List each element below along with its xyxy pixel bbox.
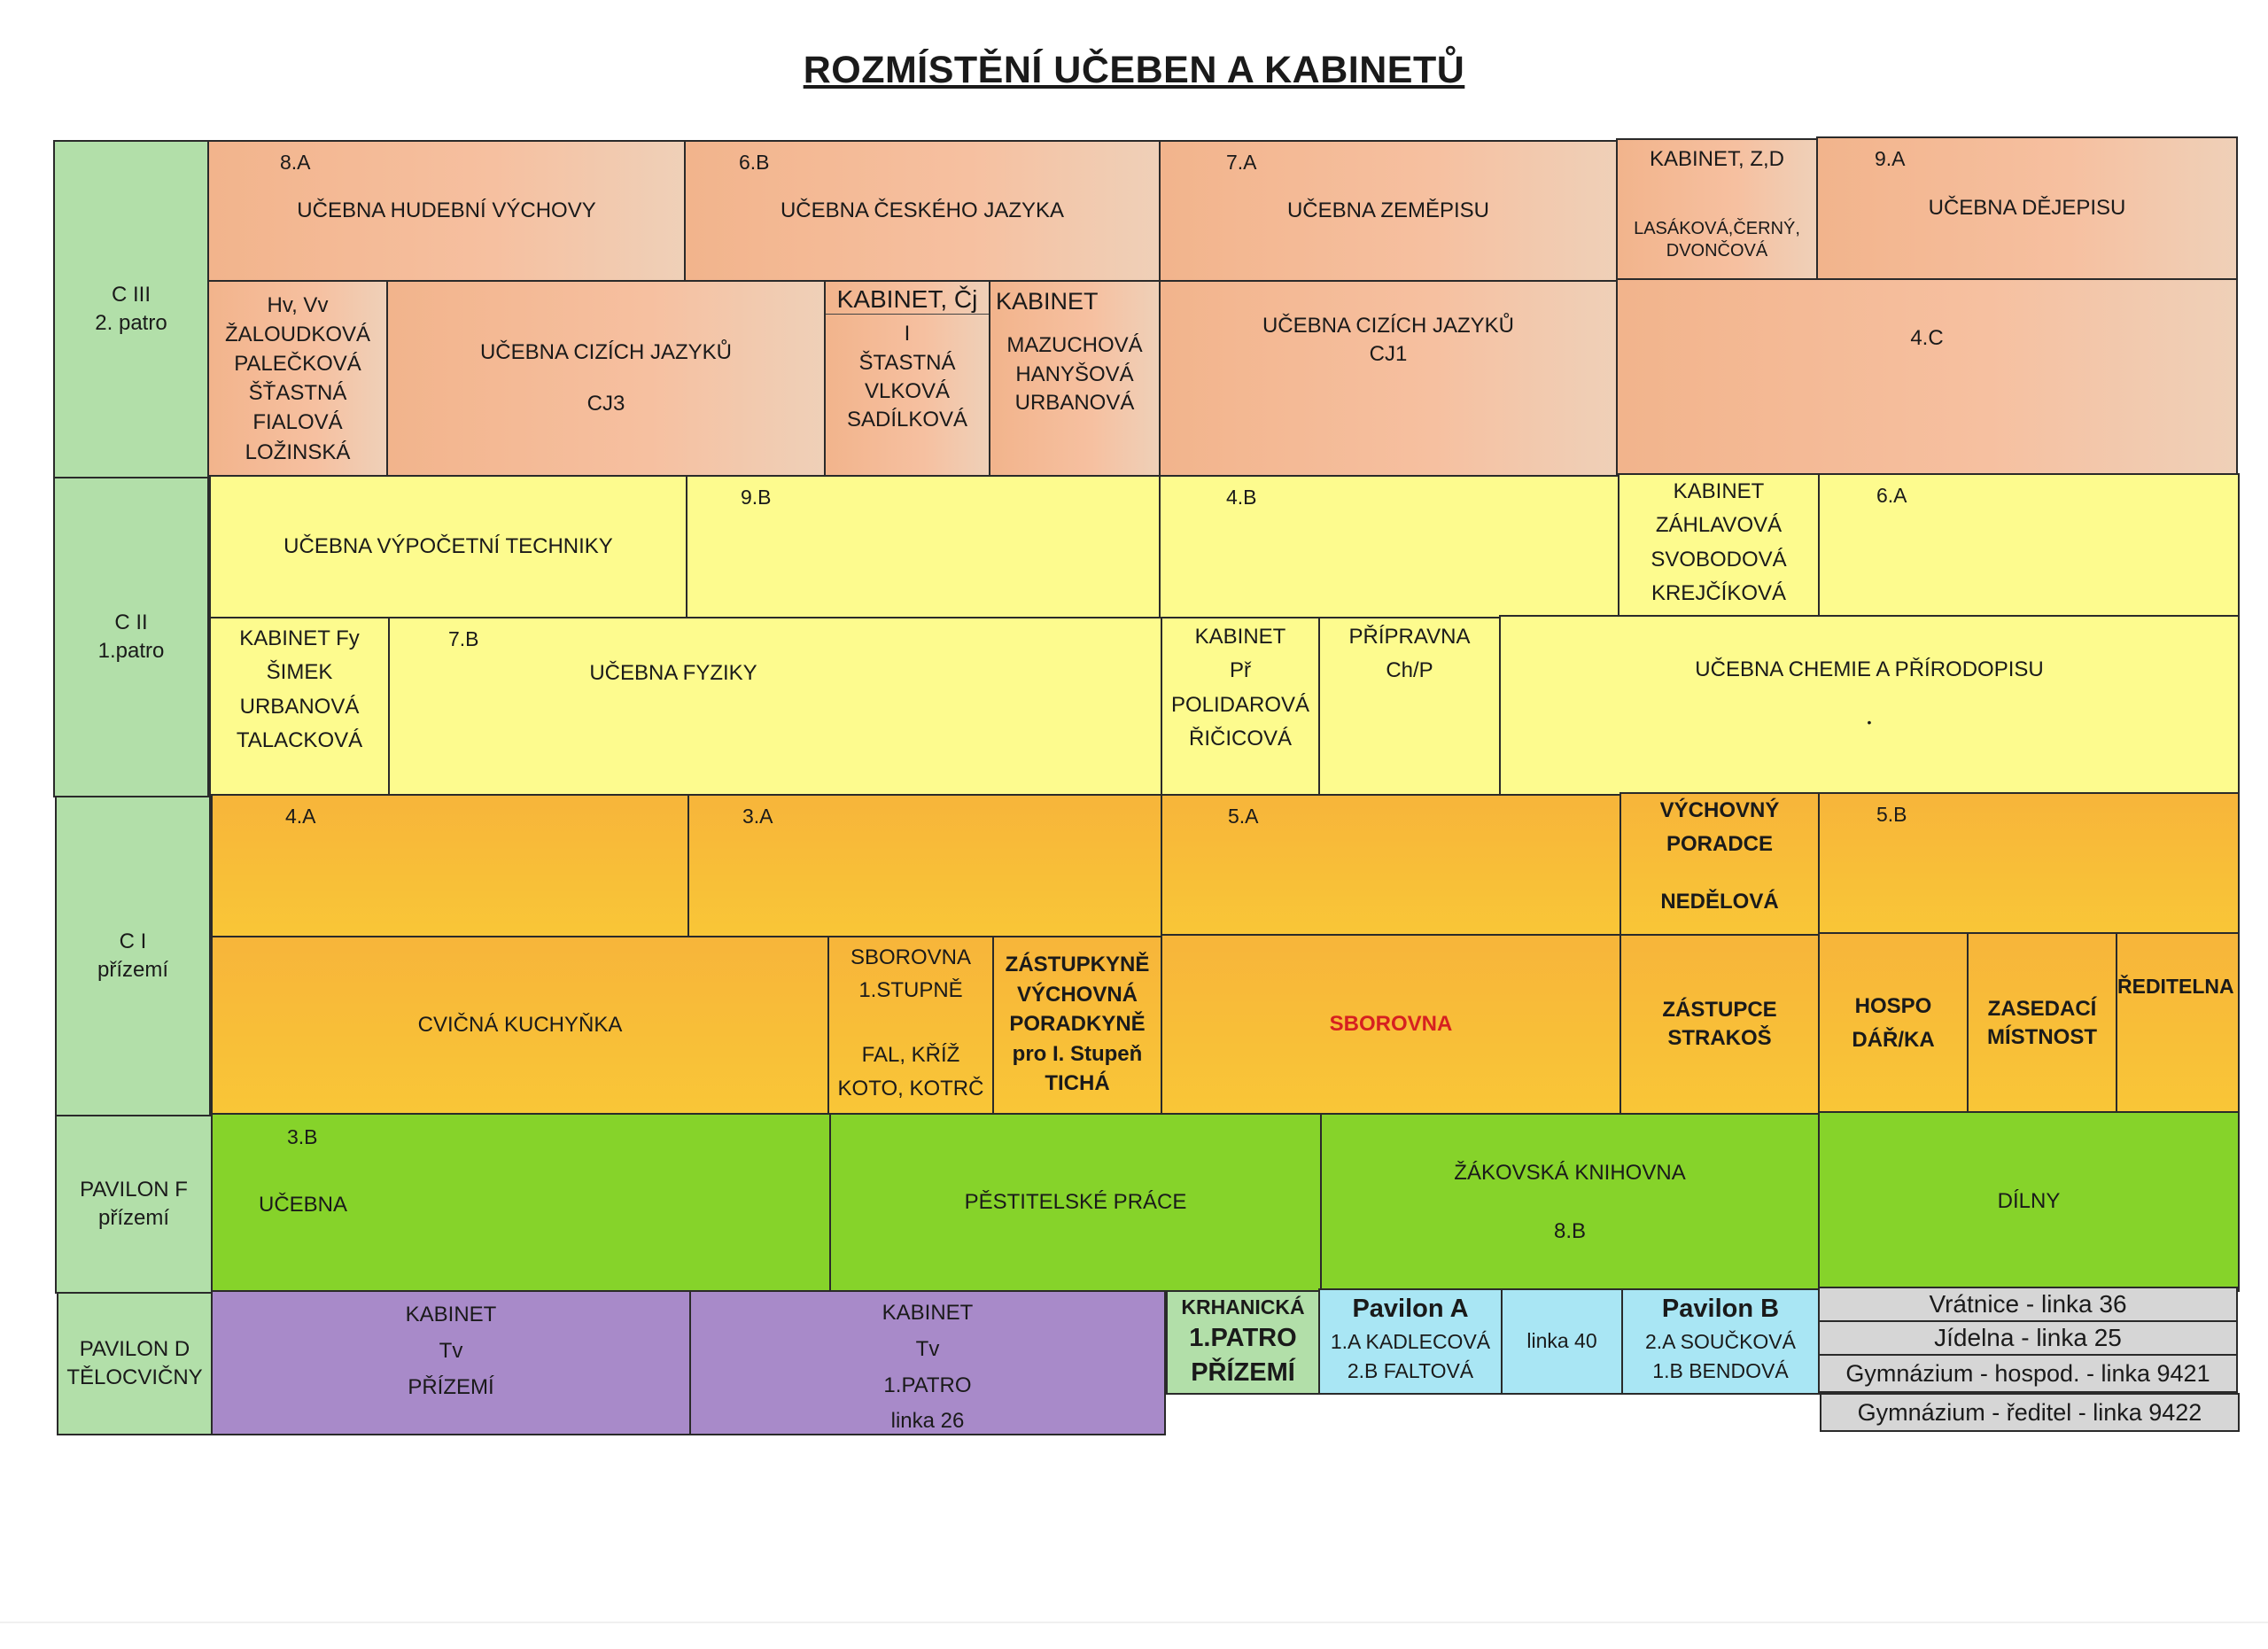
zastupkyne-1-stupen (992, 936, 1162, 1115)
class-tag: 5.A (1228, 805, 1259, 828)
room-label: UČEBNA (259, 1193, 348, 1217)
room-label: ŽÁKOVSKÁ KNIHOVNA (1454, 1161, 1686, 1185)
room-cizi-jazyky-cj3 (386, 280, 826, 477)
room-label: UČEBNA FYZIKY (589, 661, 757, 685)
phone-vratnice (1818, 1287, 2238, 1322)
cabinet-line: KRHANICKÁ (1181, 1295, 1305, 1318)
cabinet-mazuchova (989, 280, 1161, 477)
cabinet-prirodopis (1161, 617, 1320, 796)
room-label: SBOROVNA (1329, 1011, 1453, 1036)
room-label: UČEBNA CIZÍCH JAZYKŮ (1262, 314, 1515, 338)
room-vypocetni-technika (209, 475, 687, 618)
room-4c (1616, 278, 2238, 477)
pripravna (1318, 617, 1501, 796)
class-tag: 3.A (742, 805, 773, 828)
cabinet-line: Tv (439, 1338, 463, 1363)
cabinet-title: KABINET, Z,D (1649, 147, 1785, 171)
cabinet-line: ŘIČICOVÁ (1188, 727, 1292, 751)
cabinet-title: KABINET, Čj (826, 285, 989, 315)
cabinet-line: ZÁHLAVOVÁ (1655, 513, 1783, 538)
class-tag: 4.B (1226, 486, 1257, 509)
room-hudebni-vychova (207, 140, 686, 282)
cabinet-line: FIALOVÁ (252, 410, 343, 435)
room-cesky-jazyk (684, 140, 1161, 282)
room-zemepis (1159, 140, 1618, 282)
phone-label: Jídelna - linka 25 (1934, 1324, 2122, 1352)
class-tag: 3.B (287, 1125, 318, 1148)
room-label: CVIČNÁ KUCHYŇKA (417, 1012, 623, 1037)
pavilon-title: Pavilon A (1352, 1295, 1469, 1323)
room-chemie-prirodopis (1499, 615, 2240, 796)
phone-gymnazium-hospod (1818, 1354, 2238, 1393)
cabinet-line: PŘÍZEMÍ (1191, 1358, 1295, 1388)
cabinet-line: KABINET Fy (239, 626, 360, 650)
room-label: UČEBNA CIZÍCH JAZYKŮ (479, 339, 733, 364)
cabinet-line: Př (1230, 658, 1251, 683)
cabinet-line: Ch/P (1386, 658, 1433, 683)
cabinet-line: ŠŤASTNÁ (248, 381, 347, 406)
room-label: linka 40 (1526, 1329, 1597, 1353)
pestitelske-prace (829, 1113, 1322, 1292)
room-cizi-jazyky-cj1 (1159, 280, 1618, 477)
cabinet-line: ZÁSTUPCE (1662, 997, 1777, 1022)
room-label: UČEBNA HUDEBNÍ VÝCHOVY (297, 198, 596, 222)
room-6a (1818, 473, 2240, 618)
cabinet-line: 1.PATRO (1189, 1324, 1297, 1353)
cabinet-line: 1.PATRO (883, 1373, 972, 1397)
cabinet-line: URBANOVÁ (1014, 391, 1135, 416)
cabinet-line: ZASEDACÍ (1987, 996, 2097, 1021)
room-label: UČEBNA DĚJEPISU (1928, 195, 2126, 220)
cabinet-line: DÁŘ/KA (1852, 1028, 1935, 1052)
hospodarka (1818, 932, 1969, 1115)
floor-label-c2 (53, 477, 209, 797)
class-tag: 9.B (741, 486, 772, 509)
reditelna (2116, 932, 2240, 1115)
pavilon-line: 2.B FALTOVÁ (1347, 1359, 1474, 1383)
floor-name: C I (119, 929, 147, 953)
class-tag: 8.A (280, 151, 311, 174)
room-code: CJ3 (586, 392, 625, 416)
cabinet-line: STRAKOŠ (1667, 1026, 1772, 1050)
room-3b-ucebna (211, 1113, 831, 1292)
cabinet-line: LOŽINSKÁ (245, 439, 351, 464)
room-code: 8.B (1553, 1219, 1587, 1244)
cabinet-fyzika (209, 617, 390, 796)
room-label: ŘEDITELNA (2117, 975, 2234, 998)
floor-name: PAVILON D (79, 1336, 190, 1361)
room-fyzika (388, 617, 1162, 796)
room-label: PĚSTITELSKÉ PRÁCE (964, 1189, 1187, 1214)
cabinet-line: ŠTASTNÁ (858, 350, 956, 375)
cabinet-line: SVOBODOVÁ (1651, 547, 1787, 572)
cabinet-line: ŠIMEK (266, 660, 333, 685)
cabinet-line: KABINET (882, 1301, 974, 1325)
cabinet-line: KABINET (1673, 479, 1765, 503)
class-tag: 4.A (285, 805, 316, 828)
floor-label-pavilon-d (57, 1292, 213, 1435)
zastupce (1619, 934, 1820, 1115)
cabinet-cj (824, 280, 990, 477)
room-code: CJ1 (1369, 342, 1408, 367)
room-4a (211, 794, 689, 937)
cabinet-line: HANYŠOVÁ (1015, 362, 1134, 386)
linka-40 (1501, 1288, 1623, 1395)
kabinet-tv-1-patro (689, 1290, 1166, 1435)
sborovna (1161, 934, 1621, 1115)
page-title: ROZMÍSTĚNÍ UČEBEN A KABINETŮ (803, 49, 1465, 91)
pavilon-line: 1.A KADLECOVÁ (1330, 1330, 1491, 1354)
vychovny-poradce (1619, 792, 1820, 936)
pavilon-line: 2.A SOUČKOVÁ (1644, 1330, 1796, 1354)
cabinet-line: ŽALOUDKOVÁ (224, 323, 371, 347)
cabinet-line: VÝCHOVNÁ (1016, 982, 1138, 1007)
class-tag: 5.B (1876, 803, 1907, 826)
room-label: DÍLNY (1997, 1188, 2061, 1213)
room-dejepis (1816, 136, 2238, 280)
room-5b (1818, 792, 2240, 936)
cabinet-line: MAZUCHOVÁ (1006, 333, 1143, 358)
zakovska-knihovna (1320, 1113, 1820, 1292)
dot-mark: • (1867, 715, 1872, 730)
floor-name: PAVILON F (80, 1177, 188, 1202)
floor-label-c1 (55, 796, 211, 1116)
cabinet-title: KABINET (996, 288, 1099, 315)
pavilon-b (1621, 1288, 1820, 1395)
cabinet-name: NEDĚLOVÁ (1660, 889, 1779, 914)
cabinet-line: PŘÍPRAVNA (1348, 625, 1471, 649)
class-tag: 7.A (1226, 151, 1257, 174)
pavilon-line: 1.B BENDOVÁ (1652, 1359, 1789, 1383)
cabinet-line: PORADCE (1666, 832, 1773, 857)
room-label: UČEBNA VÝPOČETNÍ TECHNIKY (284, 533, 613, 558)
cabinet-zd (1616, 138, 1818, 280)
krhanicka (1166, 1290, 1320, 1395)
room-label: 4.C (1910, 326, 1944, 350)
cabinet-name: KOTO, KOTRČ (837, 1076, 984, 1101)
room-label: UČEBNA ZEMĚPISU (1286, 198, 1490, 222)
dilny (1818, 1111, 2240, 1292)
zasedaci-mistnost (1967, 932, 2117, 1115)
cabinet-line: pro I. Stupeň (1012, 1041, 1143, 1066)
room-label: UČEBNA CHEMIE A PŘÍRODOPISU (1695, 657, 2044, 681)
cabinet-line: KABINET (405, 1303, 497, 1326)
sborovna-1-stupne (827, 936, 994, 1115)
cabinet-line: KREJČÍKOVÁ (1651, 581, 1787, 606)
phone-gymnazium-reditel (1820, 1393, 2240, 1432)
class-tag: 6.B (739, 151, 770, 174)
phone-label: Gymnázium - ředitel - linka 9422 (1857, 1398, 2202, 1426)
class-tag: 6.A (1876, 484, 1907, 507)
cabinet-line: TALACKOVÁ (236, 728, 363, 753)
cvicna-kuchynka (211, 936, 829, 1115)
cabinet-line: Tv (915, 1336, 940, 1361)
cabinet-line: linka 26 (890, 1409, 965, 1434)
floor-level: TĚLOCVIČNY (66, 1365, 203, 1389)
cabinet-line: URBANOVÁ (239, 694, 360, 719)
floor-name: C II (114, 610, 148, 634)
room-4b (1159, 475, 1619, 618)
cabinet-line: SADÍLKOVÁ (846, 408, 968, 432)
cabinet-line: Hv, Vv (267, 293, 329, 317)
cabinet-line: I (904, 322, 911, 346)
cabinet-line: PALEČKOVÁ (234, 352, 361, 377)
cabinet-line: ZÁSTUPKYNĚ (1005, 953, 1150, 976)
cabinet-line: TICHÁ (1045, 1071, 1110, 1096)
kabinet-tv-prizemi (211, 1290, 691, 1435)
cabinet-line: KABINET (1194, 625, 1286, 649)
cabinet-line: HOSPO (1854, 993, 1932, 1018)
floor-level: 2. patro (95, 311, 167, 335)
floor-level: přízemí (97, 958, 168, 982)
cabinet-line: VLKOVÁ (864, 378, 951, 403)
scan-edge (0, 1622, 2268, 1623)
phone-label: Gymnázium - hospod. - linka 9421 (1845, 1359, 2210, 1387)
cabinet-line: MÍSTNOST (1987, 1025, 2097, 1049)
cabinet-name: FAL, KŘÍŽ (861, 1043, 960, 1068)
cabinet-line: 1.STUPNĚ (858, 978, 963, 1003)
cabinet-names: LASÁKOVÁ,ČERNÝ, DVONČOVÁ (1634, 219, 1800, 261)
cabinet-line: POLIDAROVÁ (1170, 692, 1310, 717)
room-label: UČEBNA ČESKÉHO JAZYKA (780, 198, 1065, 222)
class-tag: 9.A (1875, 147, 1906, 170)
cabinet-line: PŘÍZEMÍ (408, 1374, 494, 1399)
floor-label-c3 (53, 140, 209, 478)
room-5a (1161, 794, 1621, 936)
pavilon-title: Pavilon B (1661, 1295, 1780, 1323)
cabinet-line: PORADKYNĚ (1009, 1012, 1146, 1037)
room-3a (687, 794, 1162, 937)
class-tag: 7.B (448, 627, 479, 650)
floor-label-pavilon-f (55, 1115, 213, 1294)
room-9b (686, 475, 1161, 618)
phone-label: Vrátnice - linka 36 (1929, 1290, 2127, 1318)
phone-jidelna (1818, 1320, 2238, 1356)
cabinet-line: SBOROVNA (850, 945, 972, 969)
cabinet-hv-vv (207, 280, 388, 477)
floor-name: C III (111, 282, 151, 307)
floor-level: 1.patro (97, 639, 165, 663)
floor-level: přízemí (97, 1206, 169, 1230)
pavilon-a (1318, 1288, 1503, 1395)
cabinet-line: VÝCHOVNÝ (1659, 798, 1780, 822)
cabinet-zahlavova (1618, 473, 1820, 618)
